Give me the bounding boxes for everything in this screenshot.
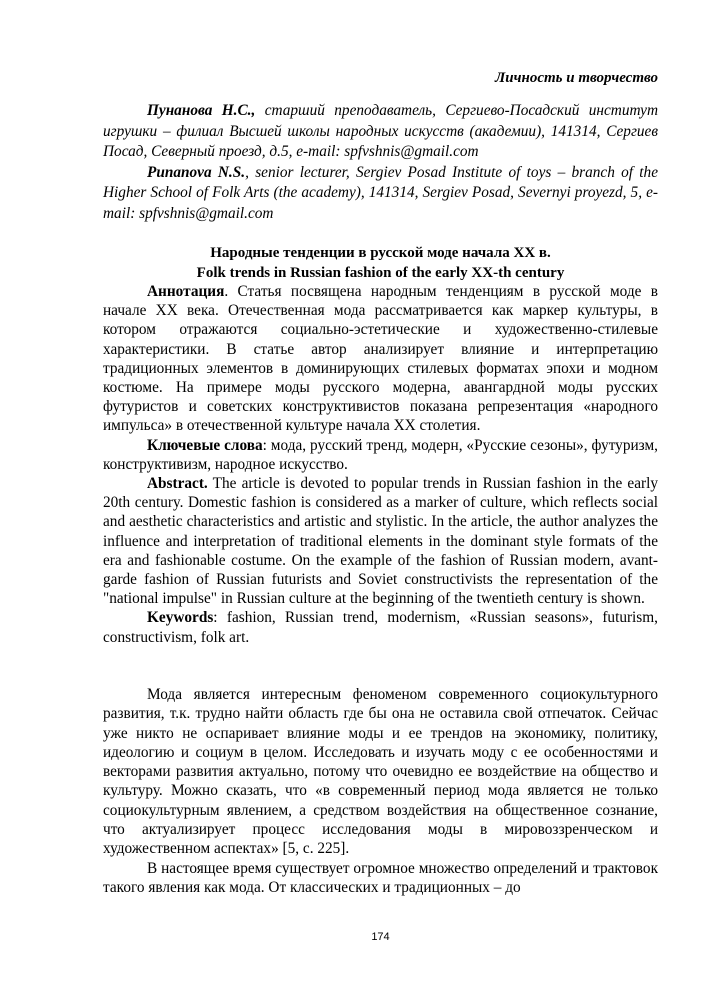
author-en-details: , senior lecturer, Sergiev Posad Institute of toys – branch of the Higher School of Folk Arts (the academy), 141314, Sergiev Posad, Severnyi proyezd, 5, e-mail: spfvshnis@gmail.com [103, 163, 658, 222]
author-ru-details: старший преподаватель, Сергиево-Посадский институт игрушки – филиал Высшей школы народных искусств (академии), 141314, Сергиев Посад, Северный проезд, д.5, e-mail: spfvshnis@gmail.com [103, 102, 659, 160]
keywords-ru-text: : мода, русский тренд, модерн, «Русские сезоны», футуризм, конструктивизм, народное искусство. [103, 436, 658, 473]
keywords-en-label: Keywords [147, 609, 214, 627]
annotation-text: . Статья посвящена народным тенденциям в русской моде в начале XX века. Отечественная мода рассматривается как маркер культуры, в котором отражаются социально-эстетические и художественно-стилевые характеристики. В статье автор анализирует влияние и интерпретацию традиционных элементов в доминирующих стилевых форматах эпохи и модном костюме. На примере моды русского модерна, авангардной моды русских футуристов и советских конструктивистов показана репрезентация «народного импульса» в отечественной культуре начала XX столетия. [103, 283, 658, 435]
running-header: Личность и творчество [495, 70, 658, 86]
annotation-paragraph [103, 282, 658, 436]
page-number: 174 [371, 931, 390, 943]
main-text [103, 685, 658, 897]
author-info [103, 101, 658, 224]
keywords-ru-paragraph [103, 436, 658, 474]
author-ru [103, 101, 658, 163]
author-en-name: Punanova N.S. [147, 163, 246, 181]
abstract-paragraph [103, 474, 658, 608]
abstract-text: The article is devoted to popular trends in Russian fashion in the early 20th century. Domestic fashion is considered as a marker of culture, which reflects social and aesthetic characteristics and artistic and stylistic. In the article, the author analyzes the influence and interpretation of traditional elements in the dominant style formats of the era and fashionable costume. On the example of the fashion of Russian modern, avant-garde fashion of Russian futurists and Soviet constructivists the representation of the "national impulse" in Russian culture at the beginning of the twentieth century is shown. [103, 475, 658, 608]
title-en: Folk trends in Russian fashion of the early XX-th century [196, 265, 565, 281]
keywords-en-text: : fashion, Russian trend, modernism, «Russian seasons», futurism, constructivism, folk art. [103, 609, 658, 646]
annotation-label: Аннотация [147, 283, 225, 300]
title-ru: Народные тенденции в русской моде начала XX в. [210, 245, 551, 261]
keywords-en-paragraph [103, 608, 658, 646]
body-paragraph-1: Мода является интересным феноменом современного социокультурного развития, т.к. трудно найти область где бы она не оставила свой отпечаток. Сейчас уже никто не оспаривает влияние моды и ее трендов на экономику, политику, идеологию и социум в целом. Исследовать и изучать моду с ее особенностями и векторами развития актуально, потому что очевидно ее воздействие на общество и культуру. Можно сказать, что «в современный период мода является не только социокультурным явлением, а средством воздействия на общественное сознание, что актуализирует процесс исследования моды в мировоззренческом и художественном аспектах» [5, с. 225]. [103, 686, 658, 858]
article-titles [103, 243, 658, 283]
body-paragraph-2: В настоящее время существует огромное множество определений и трактовок такого явления как мода. От классических и традиционных – до [103, 859, 658, 896]
author-en [103, 163, 658, 225]
keywords-ru-label: Ключевые слова [147, 436, 263, 454]
abstract-label: Abstract. [147, 475, 208, 493]
author-ru-name: Пунанова Н.С., [147, 102, 256, 119]
abstract-section [103, 282, 658, 647]
